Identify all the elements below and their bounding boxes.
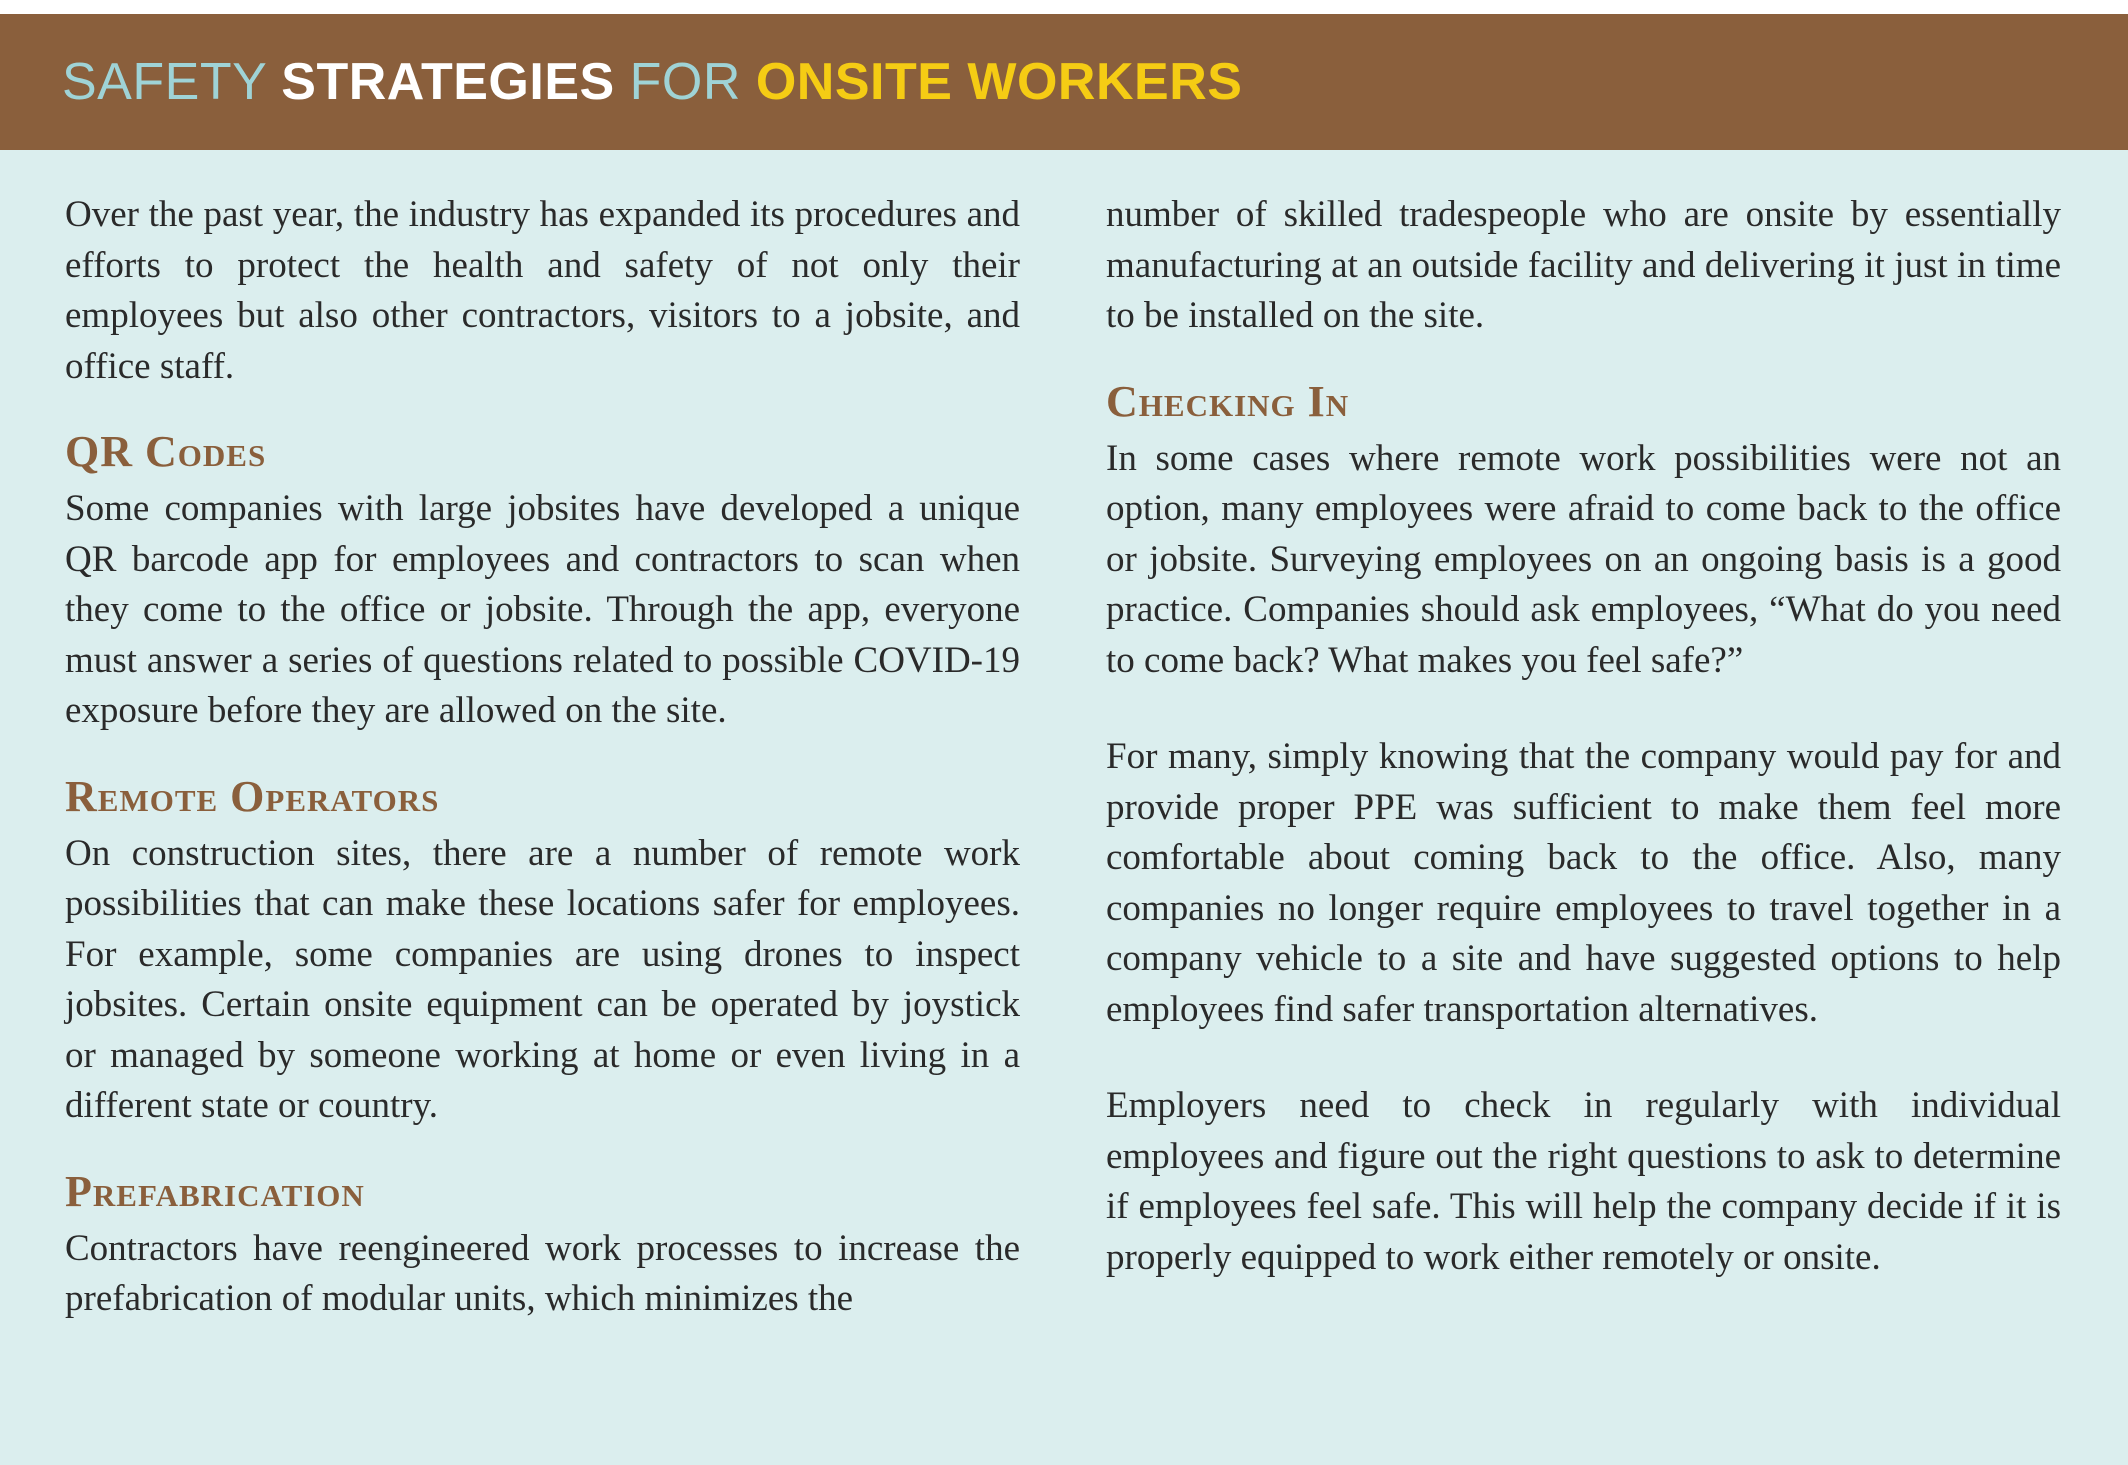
remote-operators-heading: Remote Operators	[65, 771, 440, 821]
title-safety: SAFETY	[62, 53, 282, 111]
intro-paragraph: Over the past year, the industry has expanded its procedures and efforts to protect the health and safety of not only their employees but also other contractors, visitors to a jobsite, and office staff.	[65, 194, 1020, 387]
sidebar-panel	[0, 14, 2128, 1465]
checking-in-paragraph-2: For many, simply knowing that the company would pay for and provide proper PPE was sufficient to make them feel more comfortable about coming back to the office. Also, many companies no longer require employees to travel together in a company vehicle to a site and have suggested options to help employees find safer transportation alternatives.	[1106, 736, 2061, 1030]
remote-operators-paragraph: On construction sites, there are a number of remote work possibilities that can make these locations safer for employees. For example, some companies are using drones to inspect jobsites. Certain onsite equipment can be operated by joystick or managed by someone working at home or even living in a different state or country.	[65, 832, 1020, 1126]
title-for: FOR	[614, 53, 756, 111]
qr-codes-paragraph: Some companies with large jobsites have developed a unique QR barcode app for employees and contractors to scan when they come to the office or jobsite. Through the app, everyone must answer a series of questions related to possible COVID-19 exposure before they are allowed on the site.	[65, 488, 1020, 731]
prefabrication-continued-paragraph: number of skilled tradespeople who are onsite by essentially manufacturing at an outside facility and delivering it just in time to be installed on the site.	[1106, 194, 2061, 336]
checking-in-paragraph-3: Employers need to check in regularly with individual employees and figure out the right questions to ask to determine if employees feel safe. This will help the company decide if it is properly equipped to work either remotely or onsite.	[1106, 1085, 2061, 1278]
checking-in-heading: Checking In	[1106, 376, 1350, 426]
title-strategies: STRATEGIES	[281, 53, 615, 111]
qr-codes-heading: QR Codes	[65, 427, 267, 476]
title-onsite-workers: ONSITE WORKERS	[755, 53, 1243, 111]
sidebar-title	[62, 14, 1242, 150]
left-column	[65, 190, 1020, 1325]
right-column	[1106, 190, 2061, 1283]
header-band	[0, 14, 2128, 150]
checking-in-paragraph-1: In some cases where remote work possibilities were not an option, many employees were afraid to come back to the office or jobsite. Surveying employees on an ongoing basis is a good practice. Companies should ask employees, “What do you need to come back? What makes you feel safe?”	[1106, 437, 2061, 681]
prefabrication-heading: Prefabrication	[65, 1166, 365, 1216]
prefabrication-paragraph: Contractors have reengineered work processes to increase the prefabrication of modular units, which minimizes the	[65, 1227, 1020, 1319]
